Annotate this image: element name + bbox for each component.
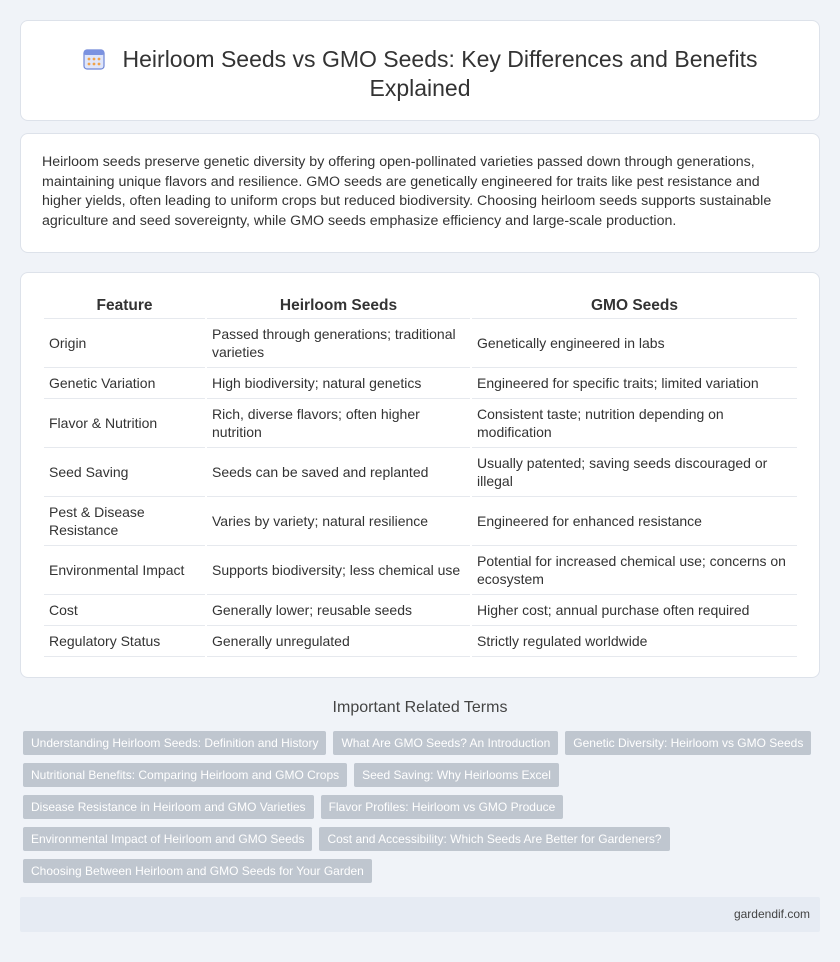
heirloom-cell: Seeds can be saved and replanted: [207, 448, 470, 497]
related-term-tag[interactable]: Seed Saving: Why Heirlooms Excel: [354, 763, 559, 787]
feature-cell: Flavor & Nutrition: [44, 399, 205, 448]
related-term-tag[interactable]: Genetic Diversity: Heirloom vs GMO Seeds: [565, 731, 811, 755]
related-term-tag[interactable]: Flavor Profiles: Heirloom vs GMO Produce: [321, 795, 564, 819]
calendar-grid-icon: [83, 48, 105, 70]
table-row: [44, 319, 797, 368]
feature-cell: Cost: [44, 595, 205, 626]
related-term-tag[interactable]: Understanding Heirloom Seeds: Definition and History: [23, 731, 326, 755]
heirloom-cell: Varies by variety; natural resilience: [207, 497, 470, 546]
feature-cell: Environmental Impact: [44, 546, 205, 595]
header-gmo: GMO Seeds: [472, 295, 797, 319]
related-term-tag[interactable]: What Are GMO Seeds? An Introduction: [333, 731, 558, 755]
heirloom-cell: Generally lower; reusable seeds: [207, 595, 470, 626]
table-header-row: [44, 295, 797, 319]
comparison-card: [20, 272, 820, 678]
feature-cell: Regulatory Status: [44, 626, 205, 657]
header-feature: Feature: [44, 295, 205, 319]
gmo-cell: Strictly regulated worldwide: [472, 626, 797, 657]
related-term-tag[interactable]: Nutritional Benefits: Comparing Heirloom and GMO Crops: [23, 763, 347, 787]
gmo-cell: Genetically engineered in labs: [472, 319, 797, 368]
table-row: [44, 399, 797, 448]
gmo-cell: Higher cost; annual purchase often required: [472, 595, 797, 626]
heirloom-cell: Rich, diverse flavors; often higher nutrition: [207, 399, 470, 448]
heirloom-cell: Supports biodiversity; less chemical use: [207, 546, 470, 595]
table-row: [44, 368, 797, 399]
heirloom-cell: High biodiversity; natural genetics: [207, 368, 470, 399]
table-row: [44, 546, 797, 595]
table-row: [44, 626, 797, 657]
table-row: [44, 448, 797, 497]
comparison-table: [42, 295, 799, 657]
related-terms-list: [23, 731, 813, 883]
gmo-cell: Consistent taste; nutrition depending on modification: [472, 399, 797, 448]
gmo-cell: Potential for increased chemical use; concerns on ecosystem: [472, 546, 797, 595]
page-title-container: [81, 45, 759, 103]
table-row: [44, 595, 797, 626]
heirloom-cell: Generally unregulated: [207, 626, 470, 657]
gmo-cell: Usually patented; saving seeds discouraged or illegal: [472, 448, 797, 497]
page-title: Heirloom Seeds vs GMO Seeds: Key Differences and Benefits Explained: [122, 46, 758, 101]
header-card: [20, 20, 820, 121]
feature-cell: Origin: [44, 319, 205, 368]
intro-card: [20, 133, 820, 253]
related-term-tag[interactable]: Cost and Accessibility: Which Seeds Are Better for Gardeners?: [319, 827, 669, 851]
related-term-tag[interactable]: Choosing Between Heirloom and GMO Seeds for Your Garden: [23, 859, 372, 883]
footer: [20, 897, 820, 932]
feature-cell: Seed Saving: [44, 448, 205, 497]
heirloom-cell: Passed through generations; traditional varieties: [207, 319, 470, 368]
gmo-cell: Engineered for enhanced resistance: [472, 497, 797, 546]
header-heirloom: Heirloom Seeds: [207, 295, 470, 319]
table-row: [44, 497, 797, 546]
related-term-tag[interactable]: Disease Resistance in Heirloom and GMO Varieties: [23, 795, 314, 819]
footer-site-link[interactable]: gardendif.com: [733, 907, 810, 921]
gmo-cell: Engineered for specific traits; limited variation: [472, 368, 797, 399]
related-terms-title: Important Related Terms: [332, 699, 508, 716]
intro-paragraph: Heirloom seeds preserve genetic diversity by offering open-pollinated varieties passed down through generations, maintaining unique flavors and resilience. GMO seeds are genetically engineered for traits like pest resistance and higher yields, often leading to uniform crops but reduced biodiversity. Choosing heirloom seeds supports sustainable agriculture and seed sovereignty, while GMO seeds emphasize efficiency and large-scale production.: [42, 154, 772, 229]
related-term-tag[interactable]: Environmental Impact of Heirloom and GMO Seeds: [23, 827, 312, 851]
feature-cell: Pest & Disease Resistance: [44, 497, 205, 546]
feature-cell: Genetic Variation: [44, 368, 205, 399]
